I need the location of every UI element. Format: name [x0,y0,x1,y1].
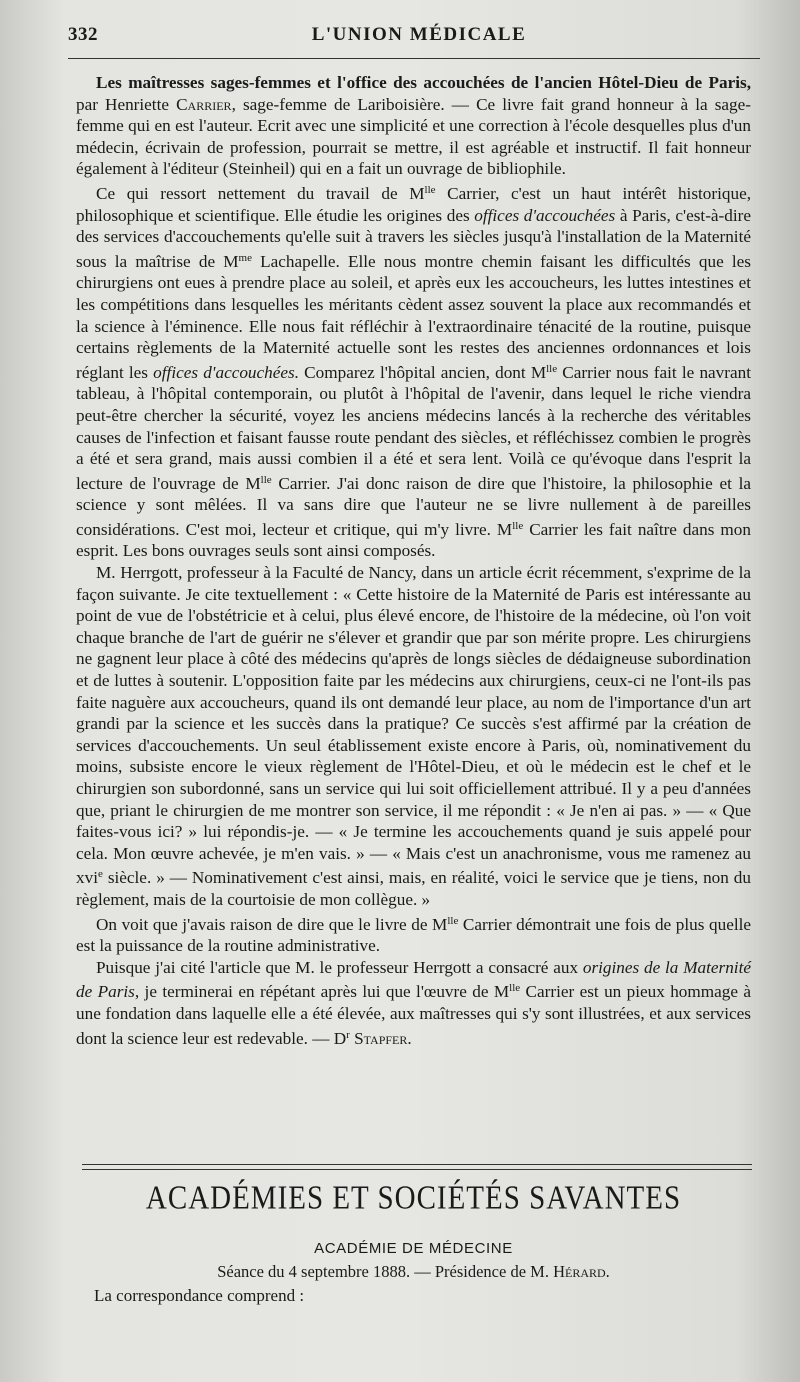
text-run: Carrier est un pieux hommage à une fondation dans laquelle elle a été élevée, aux maîtresses qui s'y sont illustrées, et aux services dont la science leur est redevable. — D [76,982,751,1048]
text-run: Lachapelle. Elle nous montre chemin faisant les difficultés que les chirurgiens ont eues à prendre place au soleil, et après eux les accoucheurs, les luttes intestines et les compétitions dans lesquelles les méritants cèdent assez souvent la place aux recommandés et la science à l'éminence. Elle nous fait réfléchir à l'extraordinaire ténacité de la routine, puisque certains règlements de la Maternité actuelle sont les restes des anciennes ordonnances et lois réglant les [76,251,751,382]
signature: Stapfer. [349,1028,412,1048]
header-rule [68,58,760,59]
section-title: ACADÉMIES ET SOCIÉTÉS SAVANTES [145,1179,682,1217]
review-paragraph-5 [76,957,751,1049]
text-run: On voit que j'avais raison de dire que le livre de M [96,914,448,934]
italic-text: origines de la Maternité de Paris [76,957,751,1002]
review-paragraph-3 [76,562,751,911]
text-run: Comparez l'hôpital ancien, dont M [299,362,547,382]
running-head [68,24,770,50]
correspondance-line: La correspondance comprend : [94,1286,305,1305]
section-subtitle: ACADÉMIE DE MÉDECINE [314,1240,513,1257]
text-run: , sage-femme de Lariboisière. — Ce livre fait grand honneur à la sage-femme qui en est l'auteur. Ecrit avec une simplicité et une correction à l'école desquelles plus d'un médecin, écrivain de profession, pourrait se mettre, il est agréable et instructif. Il fait honneur également à l'éditeur (Steinheil) qui en a fait un ouvrage de bibliophile. [76,94,752,179]
review-title: Les maîtresses sages-femmes et l'office des accouchées de l'ancien Hôtel-Dieu de Paris, [96,73,751,92]
text-run: . [605,1262,610,1281]
superscript: me [238,251,252,264]
review-paragraph-2 [76,180,751,562]
section-rule [82,1169,752,1170]
section-rule [82,1164,752,1165]
president-name: Hérard [553,1262,606,1281]
text-run: M. Herrgott, professeur à la Faculté de Nancy, dans un article écrit récemment, s'exprime de la façon suivante. Je cite textuellement : « Cette histoire de la Maternité de Paris est intéressante au point de vue de l'obstétricie et à celui, plus élevé encore, de l'histoire de la médecine, où l'on voit chaque branche de l'art de guérir ne s'élever et grandir que par son mérite propre. Les chirurgiens ne gagnent leur place à côté des médecins qu'après de longs siècles de dédaigneuse subordination et de luttes à soutenir. L'opposition faite par les médecins aux chirurgiens, ceux-ci ne l'ont-ils pas faite naguère aux accoucheurs, quand ils ont demandé leur place, au nom de l'importance d'un art grandi par la science et les succès dans la pratique? Ce succès s'est affirmé par la création de services d'accouchements. Un seul établissement existe encore à Paris, où, nominativement du moins, subsiste encore le vieux règlement de l'Hôtel-Dieu, et où le médecin est le chef et le chirurgien son subordonné, sans un service qui lui soit officiellement attribué. Il y a peu d'années que, priant le chirurgien de me montrer son service, il me répondit : « Je n'en ai pas. » — « Que faites-vous ici? » lui répondis-je. — « Je termine les accouchements quand je suis appelé pour cela. Mon œuvre achevée, je m'en vais. » — « Mais c'est un anachronisme, vous me ramenez au xvi [76,563,751,888]
superscript: lle [512,519,524,532]
superscript: lle [546,362,558,375]
text-run: Carrier. J'ai donc raison de dire que l'histoire, la philosophie et la science y sont mêlées. Il va sans dire que l'auteur ne se livre nullement à de pareilles considérations. C'est moi, lecteur et critique, qui m'y livre. M [76,473,751,539]
author-name: Carrier [176,94,232,114]
superscript: e [97,868,103,881]
superscript: lle [509,982,521,995]
book-review [76,72,751,1049]
italic-text: offices d'accouchées [474,205,616,225]
text-run: Puisque j'ai cité l'article que M. le professeur Herrgott a consacré aux [96,957,583,977]
text-run: Carrier, c'est un haut intérêt historique, philosophique et scientifique. Elle étudie les origines des [76,183,751,225]
text-run: Carrier nous fait le navrant tableau, à l'hôpital contemporain, ou plutôt à l'hôpital de l'avenir, dans lequel le riche viendra peut-être chercher la sécurité, voyez les anciens médecins lancés à la recherche des véritables causes de l'infection et faisant fausse route pendant des siècles, et réfléchissez combien le progrès a été et sera grand, mais aussi combien il a été et sera lent. Voilà ce qu'évoque dans l'esprit la lecture de l'ouvrage de M [76,362,752,493]
text-run: Carrier les fait naître dans mon esprit. Les bons ouvrages seuls sont ainsi composés. [76,519,751,561]
text-run: Ce qui ressort nettement du travail de M [96,183,425,203]
text-run: à Paris, c'est-à-dire des services d'accouchements qu'elle suit à travers les siècles jusqu'à l'installation de la Maternité sous la maîtrise de M [76,205,752,271]
text-run: siècle. » — Nominativement c'est ainsi, mais, en réalité, voici le service que je tiens, non du règlement, mais de la courtoisie de mon collègue. » [76,868,751,909]
italic-text: offices d'accouchées. [153,362,299,382]
seance-line [76,1262,751,1282]
text-run: Carrier démontrait une fois de plus quelle est la puissance de la routine administrative. [76,914,751,956]
superscript: lle [447,914,459,927]
text-run: , je terminerai en répétant après lui que l'œuvre de M [134,982,510,1002]
superscript: lle [424,183,436,196]
review-paragraph-1 [76,72,751,180]
text-run: par Henriette [76,94,177,114]
review-paragraph-4 [76,911,751,957]
page-number: 332 [68,24,98,45]
superscript: r [346,1028,350,1041]
journal-title: L'UNION MÉDICALE [311,24,527,45]
superscript: lle [260,473,272,486]
text-run: Séance du 4 septembre 1888. — Présidence de M. [217,1262,554,1281]
